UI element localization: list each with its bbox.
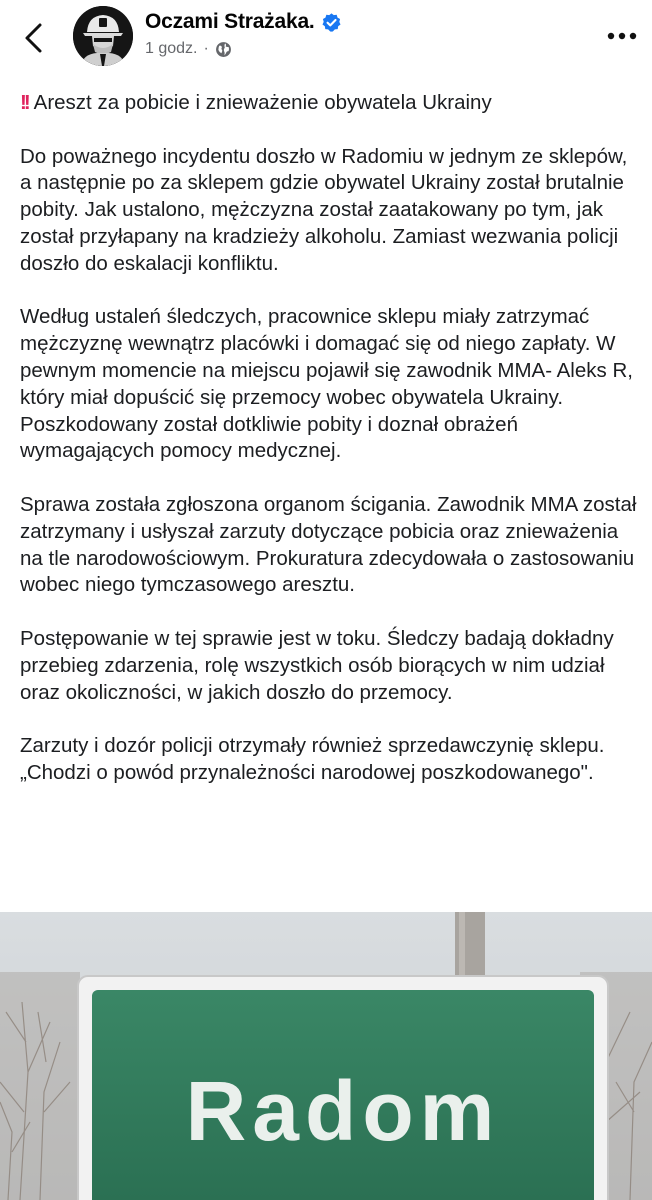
post-headline [20,90,642,117]
double-exclamation-icon: !! [20,91,28,114]
post-paragraph: Według ustaleń śledczych, pracownice sklepu miały zatrzymać mężczyznę wewnątrz placówki i domagać się od niego zapłaty. W pewnym momencie na miejscu pojawił się zawodnik MMA- Aleks R, który miał dopuścić się przemocy wobec obywatela Ukrainy. Poszkodowany został dotkliwie pobity i doznał obrażeń wymagających pomocy medycznej. [20,305,633,463]
radom-sign-photo [0,912,652,1200]
page-name[interactable]: Oczami Strażaka. [145,10,315,33]
post-text [20,90,642,814]
more-dots-icon [607,32,637,40]
post-paragraph: Zarzuty i dozór policji otrzymały również sprzedawczynię sklepu. „Chodzi o powód przynależności narodowej poszkodowanego". [20,734,605,784]
globe-icon [215,41,232,58]
meta-separator: · [203,40,209,57]
post-photo[interactable] [0,912,652,1200]
chevron-left-icon [23,22,45,54]
post-paragraph: Postępowanie w tej sprawie jest w toku. Śledczy badają dokładny przebieg zdarzenia, rolę wszystkich osób biorących w nim udział oraz okoliczności, w jakich doszło do przemocy. [20,626,614,704]
back-button[interactable] [14,18,54,58]
post-paragraph: Do poważnego incydentu doszło w Radomiu w jednym ze sklepów, a następnie po za sklepem gdzie obywatel Ukrainy został brutalnie pobity. Jak ustalono, mężczyzna został zaatakowany po tym, jak został przyłapany na kradzieży alkoholu. Zamiast wezwania policji doszło do eskalacji konfliktu. [20,144,628,275]
post-header [0,0,652,76]
page-name-row [145,10,342,34]
more-options-button[interactable] [604,24,640,48]
avatar[interactable] [73,6,133,66]
firefighter-avatar-icon [73,6,133,66]
post-time[interactable]: 1 godz. [145,40,198,57]
verified-badge-icon [321,12,342,33]
sign-text: Radom [185,1064,501,1158]
post-meta [145,40,232,58]
headline-text: Areszt za pobicie i znieważenie obywatela Ukrainy [33,91,492,114]
post-paragraph: Sprawa została zgłoszona organom ścigania. Zawodnik MMA został zatrzymany i usłyszał zarzuty dotyczące pobicia oraz znieważenia na tle narodowościowym. Prokuratura zdecydowała o zastosowaniu wobec niego tymczasowego aresztu. [20,492,637,597]
